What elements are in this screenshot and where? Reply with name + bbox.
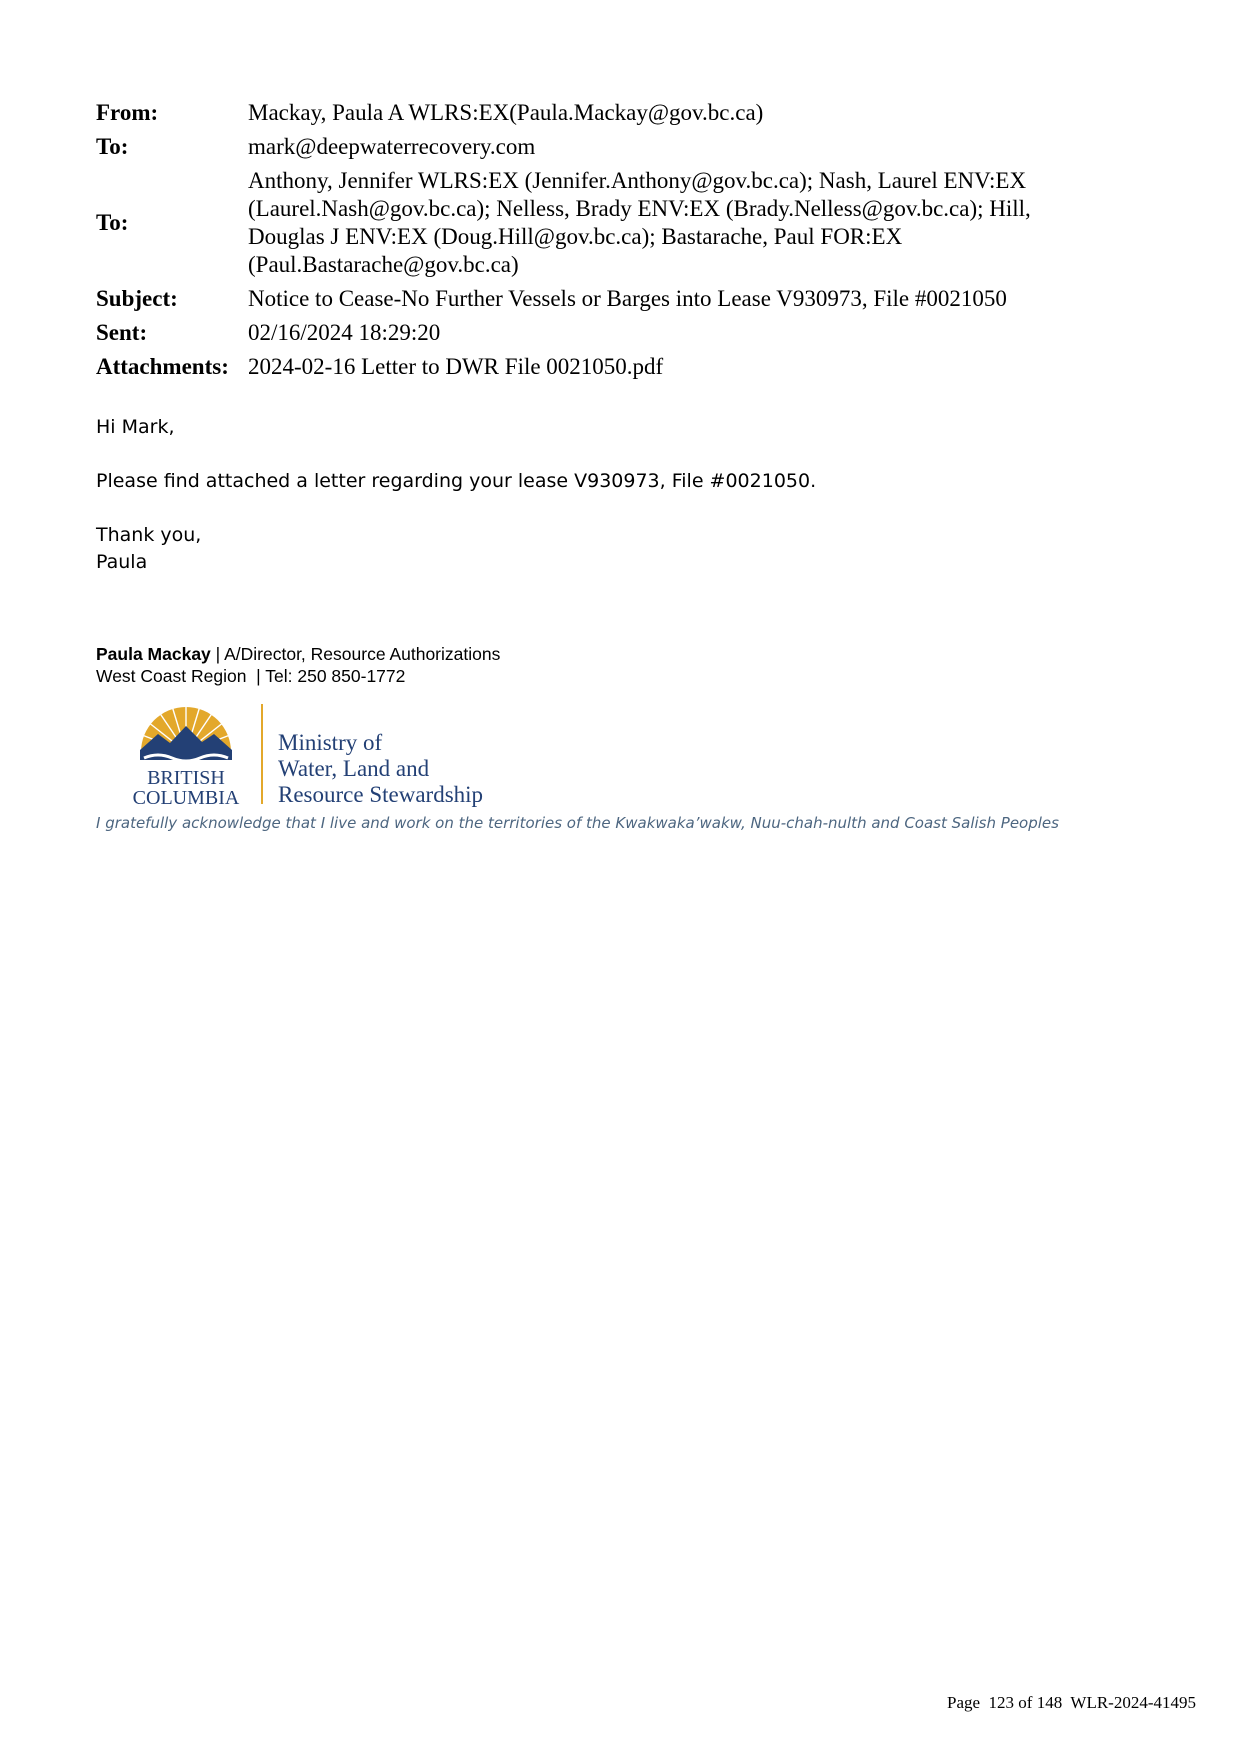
email-header (96, 96, 1136, 384)
subject-label: Subject: (96, 286, 178, 311)
bc-logo-graphic (126, 700, 506, 808)
to-value: mark@deepwaterrecovery.com (248, 134, 536, 159)
to-recipients-line: Anthony, Jennifer WLRS:EX (Jennifer.Anthony@gov.bc.ca); Nash, Laurel ENV:EX (248, 168, 1027, 193)
logo-columbia: COLUMBIA (132, 787, 240, 808)
from-value: Mackay, Paula A WLRS:EX(Paula.Mackay@gov.bc.ca) (248, 100, 764, 125)
sent-label: Sent: (96, 320, 148, 345)
signature-name: Paula Mackay (96, 644, 211, 664)
subject-row (96, 282, 1136, 316)
subject-value: Notice to Cease-No Further Vessels or Barges into Lease V930973, File #0021050 (248, 286, 1007, 311)
signature-region-line: West Coast Region | Tel: 250 850-1772 (96, 666, 406, 686)
from-row (96, 96, 1136, 130)
signature-title: | A/Director, Resource Authorizations (210, 644, 501, 664)
message: Please find attached a letter regarding your lease V930973, File #0021050. (96, 470, 817, 492)
logo-ministry-line2: Water, Land and (278, 756, 430, 781)
to-recipients-label: To: (96, 210, 129, 235)
to-recipients-line: (Laurel.Nash@gov.bc.ca); Nelless, Brady ENV:EX (Brady.Nelless@gov.bc.ca); Hill, (248, 196, 1031, 221)
sent-row (96, 316, 1136, 350)
greeting: Hi Mark, (96, 416, 175, 438)
closing: Thank you, (96, 524, 202, 546)
from-label: From: (96, 100, 159, 125)
to-recipients-line: Douglas J ENV:EX (Doug.Hill@gov.bc.ca); Bastarache, Paul FOR:EX (248, 224, 903, 249)
attachments-value: 2024-02-16 Letter to DWR File 0021050.pdf (248, 354, 664, 379)
email-signature (96, 643, 500, 687)
to-recipients-value (248, 164, 1136, 282)
to-row (96, 130, 1136, 164)
signature-name-line (96, 643, 500, 665)
land-acknowledgement: I gratefully acknowledge that I live and work on the territories of the Kwakwaka’wakw, Nuu-chah-nulth and Coast Salish Peoples (96, 814, 1059, 832)
sender-first-name: Paula (96, 551, 148, 573)
page-footer: Page 123 of 148 WLR-2024-41495 (947, 1693, 1196, 1712)
logo-ministry-line1: Ministry of (278, 730, 383, 755)
to-recipients-row (96, 164, 1136, 282)
logo-ministry-line3: Resource Stewardship (278, 782, 484, 807)
to-label: To: (96, 134, 129, 159)
logo-british: BRITISH (147, 767, 225, 789)
attachments-label: Attachments: (96, 354, 229, 379)
email-body (96, 414, 1096, 603)
to-recipients-line: (Paul.Bastarache@gov.bc.ca) (248, 252, 519, 277)
attachments-row (96, 350, 1136, 384)
bc-ministry-logo (126, 700, 506, 808)
sent-value: 02/16/2024 18:29:20 (248, 320, 441, 345)
